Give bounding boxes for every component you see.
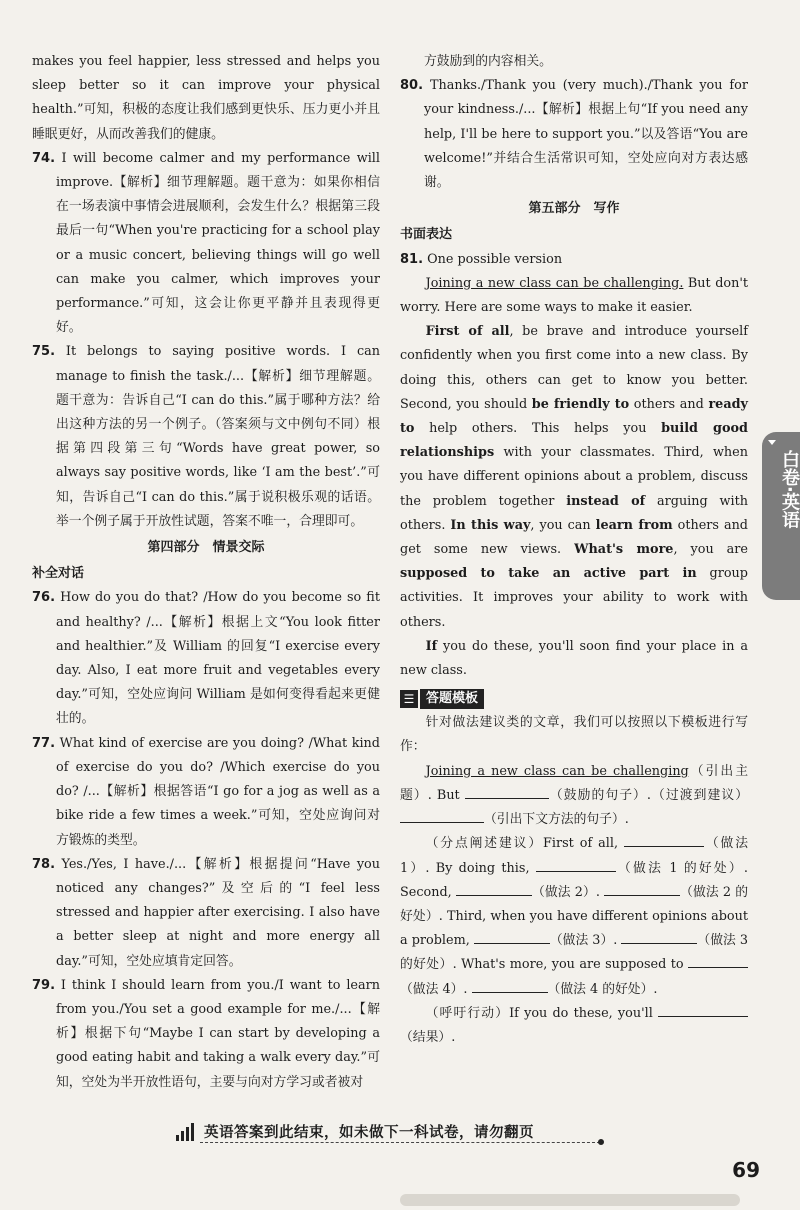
- answer-text: It belongs to saying positive words. I can manage to finish the task./...【解析】细节理解题。题干意为：告诉自己“I can do this.”属于哪种方法？给出这种方法的另一个例子。（答案须与文中例句不同）根据第四段第三句“Words have great power, so always say positive words, like ‘I am the best’.”可知，告诉自己“I can do this.”属于说积极乐观的话语。举一个例子属于开放性试题，答案不唯一，合理即可。: [56, 344, 380, 529]
- keyword: build good relationships: [400, 421, 748, 461]
- answer-text: How do you do that? /How do you become so fit and healthy? /...【解析】根据上文“You look fitter and healthier.”及 William 的回复“I exercise every day. Also, I eat more fruit and vegetables every day.”可知，空处应询问 William 是如何变得看起来更健壮的。: [56, 590, 380, 727]
- template-text: （呼吁行动）If you do these, you'll: [425, 1005, 658, 1021]
- section-heading-5: 第五部分 写作: [528, 201, 620, 217]
- fill-blank: [456, 881, 532, 896]
- keyword: instead of: [566, 493, 646, 509]
- subheading-writing: 书面表达: [400, 227, 453, 243]
- essay-text: you do these, you'll soon find your place in a new class.: [400, 638, 748, 679]
- essay-text: , you can: [530, 517, 596, 533]
- answer-text: I think I should learn from you./I want to learn from you./You set a good example for me./...【解析】根据下句“Maybe I can start by developing a good eating habit and taking a walk every day.”可知，空处为半开放性语句，主要与向对方学习或者被对: [56, 977, 380, 1090]
- essay-text: , you are: [673, 542, 748, 558]
- essay-text: with your classmates. Third, when you have different opinions about a problem, discuss the problem together: [400, 445, 748, 509]
- essay-text: group activities. It improves your ability to work with others.: [400, 566, 748, 630]
- template-paragraph-1: [400, 760, 748, 833]
- topic-sentence: Joining a new class can be challenging.: [425, 275, 684, 291]
- answer-text: Thanks./Thank you (very much)./Thank you for your kindness./...【解析】根据上句“If you need any help, I'll be here to support you.”以及答语“You are welcome!”并结合生活常识可知，空处应向对方表达感谢。: [424, 78, 748, 191]
- answer-81: [400, 248, 748, 272]
- question-number: 81.: [400, 251, 424, 267]
- side-tab-label: 白卷·英语: [779, 450, 800, 529]
- dot-icon: [598, 1139, 604, 1145]
- essay-paragraph-1: [400, 272, 748, 320]
- template-text: （鼓励的句子）.（过渡到建议）: [548, 787, 748, 803]
- template-text: （做法 2）.: [531, 884, 605, 900]
- fill-blank: [474, 929, 550, 944]
- template-paragraph-3: [400, 1002, 748, 1050]
- triangle-icon: [768, 440, 776, 445]
- template-text: （做法 4）.: [400, 981, 472, 997]
- subheading-dialogue: 补全对话: [32, 566, 85, 582]
- template-text: （做法 4 的好处）.: [547, 981, 658, 997]
- question-number: 79.: [32, 977, 56, 993]
- answer-80: [400, 74, 748, 195]
- section-heading-4: 第四部分 情景交际: [147, 540, 265, 556]
- answer-73-continued: makes you feel happier, less stressed and helps you sleep better so it can improve your physical health.”可知，积极的态度让我们感到更快乐、压力更小并且睡眠更好，从而改善我们的健康。: [32, 54, 380, 142]
- essay-text: help others. This helps you: [414, 421, 662, 437]
- essay-paragraph-2: [400, 320, 748, 635]
- essay-text: But don't worry. Here are some ways to make it easier.: [400, 275, 748, 316]
- keyword: ready to: [400, 396, 748, 437]
- question-number: 80.: [400, 78, 424, 94]
- book-icon: ☰: [400, 690, 418, 708]
- answer-74: [32, 147, 380, 341]
- answer-77: [32, 732, 380, 853]
- answer-78: [32, 853, 380, 974]
- template-text: （结果）.: [400, 1029, 456, 1045]
- fill-blank: [624, 832, 704, 847]
- template-topic: Joining a new class can be challenging: [425, 763, 689, 779]
- fill-blank: [604, 881, 680, 896]
- answer-text: Yes./Yes, I have./...【解析】根据提问“Have you noticed any changes?”及空后的“I feel less stressed and happier after exercising. I also have a better sleep at night and more energy all day.”可知，空处应填肯定回答。: [56, 856, 380, 969]
- fill-blank: [472, 978, 548, 993]
- side-tab: [762, 432, 800, 600]
- essay-text: others and: [629, 396, 709, 412]
- template-text: （分点阐述建议）First of all,: [425, 836, 624, 852]
- keyword: In this way: [450, 517, 531, 533]
- template-title: 答题模板: [420, 689, 484, 709]
- template-text: （做法 1 的好处）. Second,: [400, 860, 748, 900]
- template-text: （引出下文方法的句子）.: [484, 812, 629, 828]
- page-edge-shadow: [400, 1194, 740, 1206]
- left-column: [32, 50, 380, 1095]
- answer-text: One possible version: [427, 251, 563, 267]
- template-text: （引出主题）. But: [400, 763, 749, 803]
- fill-blank: [465, 784, 549, 799]
- answer-76: [32, 586, 380, 731]
- fill-blank: [658, 1002, 748, 1017]
- essay-text: , be brave and introduce yourself confidently when you first come into a new class. By doing this, others can get to know you better. Second, you should: [400, 324, 748, 412]
- fill-blank: [621, 929, 697, 944]
- template-intro: 针对做法建议类的文章，我们可以按照以下模板进行写作：: [400, 715, 748, 755]
- keyword: learn from: [595, 517, 673, 533]
- question-number: 75.: [32, 344, 56, 360]
- question-number: 77.: [32, 735, 56, 751]
- question-number: 76.: [32, 590, 56, 606]
- essay-text: arguing with others.: [400, 493, 748, 533]
- question-number: 78.: [32, 856, 56, 872]
- question-number: 74.: [32, 150, 56, 166]
- keyword: supposed to take an active part in: [400, 566, 697, 582]
- fill-blank: [688, 953, 748, 968]
- fill-blank: [536, 857, 616, 872]
- right-column: [400, 50, 748, 1050]
- keyword: be friendly to: [531, 396, 630, 412]
- bars-icon: [176, 1121, 196, 1141]
- answer-75: [32, 340, 380, 534]
- template-text: （做法 2 的好处）. Third, when you have different opinions about a problem,: [400, 884, 749, 949]
- page-number: 69: [732, 1158, 760, 1182]
- template-text: （做法 1）. By doing this,: [400, 836, 748, 876]
- keyword: If: [425, 638, 438, 654]
- footer-divider: [200, 1142, 600, 1143]
- footer-text: 英语答案到此结束，如未做下一科试卷，请勿翻页: [204, 1124, 534, 1141]
- footer-notice: [176, 1118, 606, 1144]
- template-paragraph-2: [400, 832, 748, 1001]
- answer-text: What kind of exercise are you doing? /What kind of exercise do you do? /Which exercise do you do? /...【解析】根据答语“I go for a jog as well as a bike ride a few times a week.”可知，空处应询问对方锻炼的类型。: [56, 735, 380, 848]
- template-text: （做法 3）.: [549, 933, 622, 949]
- template-text: （做法 3 的好处）. What's more, you are supposed to: [400, 933, 748, 973]
- template-heading: [400, 689, 748, 709]
- answer-text: I will become calmer and my performance will improve.【解析】细节理解题。题干意为：如果你相信在一场表演中事情会进展顺利，会发生什么？根据第三段最后一句“When you're practicing for a school play or a music concert, believing things will go well can make you calmer, which improves your performance.”可知，这会让你更平静并且表现得更好。: [56, 150, 380, 336]
- answer-79: [32, 974, 380, 1095]
- answer-79-continued: 方鼓励到的内容相关。: [424, 54, 552, 69]
- keyword: What's more: [574, 542, 674, 558]
- fill-blank: [400, 808, 484, 823]
- essay-text: others and get some new views.: [400, 517, 749, 558]
- keyword: First of all: [425, 324, 510, 340]
- essay-paragraph-3: [400, 635, 748, 683]
